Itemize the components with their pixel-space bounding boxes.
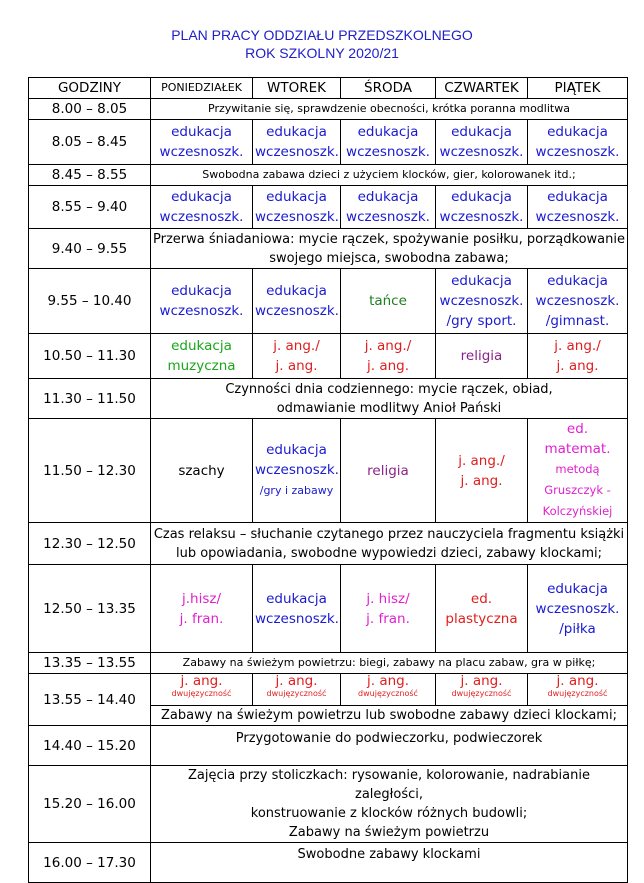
time-cell: 8.45 – 8.55: [29, 165, 151, 186]
activity-cell: Zabawy na świeżym powietrzu: biegi, zabawy na placu zabaw, gra w piłkę;: [151, 653, 628, 674]
lesson-cell: [253, 419, 341, 523]
lesson-cell: [253, 565, 341, 653]
table-row: [29, 186, 628, 229]
time-cell: 13.55 – 14.40: [29, 674, 151, 726]
lesson-cell: [253, 186, 341, 229]
lesson-cell: [436, 334, 528, 379]
activity-cell: [151, 229, 628, 269]
time-cell: 15.20 – 16.00: [29, 766, 151, 843]
activity-line: Przerwa śniadaniowa: mycie rączek, spożywanie posiłku, porządkowanie: [153, 231, 625, 247]
col-header-thursday: CZWARTEK: [436, 78, 528, 99]
time-cell: 8.55 – 9.40: [29, 186, 151, 229]
table-row: [29, 766, 628, 843]
table-row: [29, 379, 628, 419]
lesson-line: j. ang.: [180, 673, 223, 689]
table-row: [29, 99, 628, 120]
lesson-line: edukacja: [266, 590, 327, 607]
lesson-cell: [341, 334, 436, 379]
activity-line: odmawianie modlitwy Anioł Pański: [276, 400, 502, 416]
schedule-table: [28, 77, 628, 883]
lesson-line: j. ang./: [273, 338, 320, 354]
lesson-line: wczesnoszk.: [255, 462, 339, 478]
lesson-line: edukacja: [547, 580, 608, 597]
lesson-line: wczesnoszk.: [535, 209, 620, 225]
lesson-cell: [528, 565, 628, 653]
lesson-line: tańce: [369, 293, 407, 309]
lesson-cell: [151, 269, 253, 334]
lesson-cell: [151, 334, 253, 379]
lesson-cell: [253, 334, 341, 379]
lesson-line: edukacja: [171, 283, 232, 299]
activity-cell: Przywitanie się, sprawdzenie obecności, krótka poranna modlitwa: [151, 99, 628, 120]
lesson-cell: [436, 269, 528, 334]
lesson-line: edukacja: [266, 283, 327, 299]
lesson-cell: [341, 269, 436, 334]
lesson-line: ed.: [566, 421, 589, 437]
lesson-line: edukacja: [547, 273, 608, 289]
lesson-cell: [341, 186, 436, 229]
lesson-line: edukacja: [357, 189, 419, 205]
lesson-line: j. ang.: [275, 358, 318, 374]
table-row: [29, 565, 628, 653]
table-row: [29, 653, 628, 674]
lesson-line: metodą: [555, 462, 600, 476]
lesson-line: edukacja: [451, 273, 512, 289]
lesson-line: j. ang./: [364, 338, 412, 354]
lesson-cell: [253, 269, 341, 334]
header-row: [29, 78, 628, 99]
table-row: [29, 419, 628, 523]
table-row: [29, 165, 628, 186]
lesson-line: wczesnoszk.: [159, 303, 244, 319]
lesson-line: j. ang./: [554, 338, 601, 354]
col-header-wednesday: ŚRODA: [341, 78, 436, 99]
table-row: [29, 674, 628, 706]
lesson-note: dwujęzyczność: [358, 689, 418, 698]
lesson-cell: [436, 565, 528, 653]
lesson-line: edukacja: [547, 124, 608, 140]
lesson-cell: [341, 120, 436, 165]
lesson-line: j. hisz/: [366, 590, 410, 607]
lesson-line: j. ang.: [460, 472, 503, 489]
lesson-line: edukacja: [171, 338, 232, 354]
lesson-line: szachy: [178, 462, 225, 479]
lesson-line: j. ang.: [366, 358, 410, 374]
lesson-cell: [253, 674, 341, 706]
lesson-line: wczesnoszk.: [346, 209, 430, 225]
col-header-tuesday: WTOREK: [253, 78, 341, 99]
lesson-cell: [528, 674, 628, 706]
lesson-cell: [151, 186, 253, 229]
lesson-line: edukacja: [266, 442, 327, 458]
lesson-line: j. fran.: [179, 610, 224, 627]
lesson-line: wczesnoszk.: [535, 600, 620, 617]
lesson-line: j.hisz/: [181, 590, 222, 607]
school-year: ROK SZKOLNY 2020/21: [245, 45, 399, 61]
time-cell: 8.00 – 8.05: [29, 99, 151, 120]
activity-cell: [151, 523, 628, 565]
table-row: [29, 334, 628, 379]
lesson-line: /gimnast.: [545, 313, 610, 329]
lesson-line: /gry i zabawy: [259, 484, 334, 497]
lesson-line: wczesnoszk.: [159, 144, 244, 160]
activity-line: Zajęcia przy stoliczkach: rysowanie, kolorowanie, nadrabianie zaległości,: [187, 768, 590, 802]
lesson-line: edukacja: [451, 124, 512, 140]
table-row: [29, 726, 628, 766]
lesson-cell: [436, 186, 528, 229]
lesson-line: edukacja: [357, 124, 419, 140]
activity-line: Czas relaksu – słuchanie czytanego przez nauczyciela fragmentu książki: [153, 526, 625, 542]
time-cell: 11.50 – 12.30: [29, 419, 151, 523]
time-cell: 12.50 – 13.35: [29, 565, 151, 653]
lesson-line: /gry sport.: [446, 313, 517, 329]
activity-line: konstruowanie z klocków różnych budowli;: [250, 806, 528, 821]
lesson-cell: [151, 565, 253, 653]
lesson-line: edukacja: [266, 189, 327, 205]
lesson-line: j. ang.: [275, 673, 318, 689]
lesson-note: dwujęzyczność: [171, 689, 232, 698]
lesson-line: wczesnoszk.: [439, 144, 524, 160]
lesson-line: j. ang.: [556, 673, 599, 689]
activity-line: Czynności dnia codziennego: mycie rączek, obiad,: [225, 381, 553, 397]
lesson-line: wczesnoszk.: [255, 303, 339, 319]
lesson-cell: [436, 419, 528, 523]
lesson-cell: [341, 674, 436, 706]
lesson-line: edukacja: [547, 189, 608, 205]
col-header-monday: PONIEDZIAŁEK: [151, 78, 253, 99]
plan-title: PLAN PRACY ODDZIAŁU PRZEDSZKOLNEGO: [171, 27, 473, 43]
lesson-line: edukacja: [171, 124, 232, 140]
table-row: [29, 120, 628, 165]
lesson-line: plastyczna: [445, 610, 518, 627]
time-cell: 9.55 – 10.40: [29, 269, 151, 334]
lesson-note: dwujęzyczność: [266, 689, 327, 698]
activity-cell: Przygotowanie do podwieczorku, podwieczorek: [151, 726, 628, 766]
lesson-line: j. ang.: [366, 673, 410, 689]
time-cell: 8.05 – 8.45: [29, 120, 151, 165]
lesson-line: edukacja: [451, 189, 512, 205]
lesson-line: wczesnoszk.: [159, 209, 244, 225]
lesson-note: dwujęzyczność: [547, 689, 608, 698]
lesson-cell: [528, 120, 628, 165]
table-row: [29, 269, 628, 334]
lesson-cell: [151, 120, 253, 165]
lesson-cell: [528, 419, 628, 523]
lesson-line: wczesnoszk.: [439, 293, 524, 309]
lesson-cell: [151, 419, 253, 523]
lesson-line: wczesnoszk.: [255, 209, 339, 225]
lesson-cell: [341, 565, 436, 653]
activity-cell: Swobodna zabawa dzieci z użyciem klocków, gier, kolorowanek itd.;: [151, 165, 628, 186]
lesson-line: edukacja: [171, 189, 232, 205]
lesson-line: edukacja: [266, 124, 327, 140]
time-cell: 16.00 – 17.30: [29, 843, 151, 883]
lesson-note: dwujęzyczność: [451, 689, 512, 698]
time-cell: 12.30 – 12.50: [29, 523, 151, 565]
activity-line: lub opowiadania, swobodne wypowiedzi dzieci, zabawy klockami;: [175, 545, 603, 561]
lesson-line: religia: [367, 462, 409, 479]
time-cell: 10.50 – 11.30: [29, 334, 151, 379]
time-cell: 13.35 – 13.55: [29, 653, 151, 674]
lesson-line: /piłka: [559, 620, 596, 637]
activity-cell: Swobodne zabawy klockami: [151, 843, 628, 883]
lesson-line: Gruszczyk -: [544, 483, 611, 497]
lesson-line: j. fran.: [366, 610, 410, 627]
lesson-cell: [436, 120, 528, 165]
lesson-cell: [151, 674, 253, 706]
lesson-cell: [341, 419, 436, 523]
table-row: [29, 843, 628, 883]
lesson-line: Kolczyńskiej: [542, 504, 613, 518]
lesson-line: wczesnoszk.: [255, 144, 339, 160]
activity-line: swojego miejsca, swobodna zabawa;: [269, 250, 509, 266]
activity-cell: Zabawy na świeżym powietrzu lub swobodne zabawy dzieci klockami;: [151, 706, 628, 726]
col-header-friday: PIĄTEK: [528, 78, 628, 99]
lesson-line: wczesnoszk.: [346, 144, 430, 160]
col-header-hours: GODZINY: [29, 78, 151, 99]
lesson-cell: [528, 334, 628, 379]
lesson-line: j. ang.: [460, 673, 503, 689]
lesson-line: religia: [460, 348, 503, 364]
lesson-cell: [528, 186, 628, 229]
lesson-cell: [253, 120, 341, 165]
lesson-line: wczesnoszk.: [439, 209, 524, 225]
time-cell: 11.30 – 11.50: [29, 379, 151, 419]
lesson-line: ed.: [470, 590, 493, 607]
activity-line: Zabawy na świeżym powietrzu: [288, 825, 490, 840]
lesson-line: muzyczna: [167, 358, 236, 374]
table-row: [29, 523, 628, 565]
time-cell: 14.40 – 15.20: [29, 726, 151, 766]
lesson-line: wczesnoszk.: [535, 144, 620, 160]
lesson-line: j. ang./: [458, 452, 505, 469]
table-row: [29, 229, 628, 269]
lesson-line: wczesnoszk.: [255, 610, 339, 627]
lesson-cell: [528, 269, 628, 334]
lesson-line: matemat.: [544, 441, 611, 457]
time-cell: 9.40 – 9.55: [29, 229, 151, 269]
lesson-line: wczesnoszk.: [535, 293, 620, 309]
lesson-cell: [436, 674, 528, 706]
activity-cell: [151, 379, 628, 419]
lesson-line: j. ang.: [556, 358, 599, 374]
activity-cell: [151, 766, 628, 843]
